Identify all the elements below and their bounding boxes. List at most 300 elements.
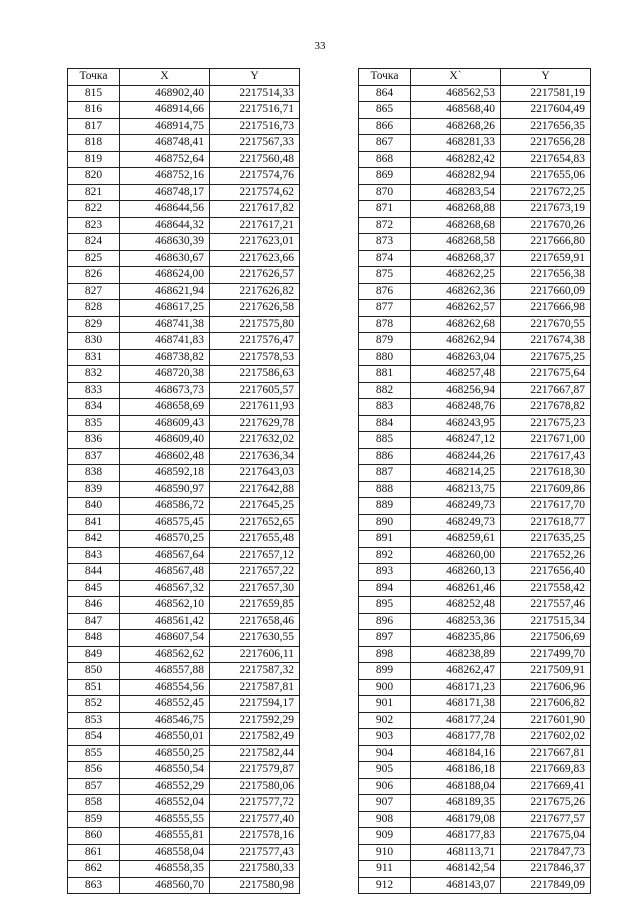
point-number-cell: 840 <box>68 498 120 515</box>
point-number-cell: 845 <box>68 580 120 597</box>
point-number-cell: 825 <box>68 250 120 267</box>
point-number-cell: 848 <box>68 630 120 647</box>
y-coordinate-cell: 2217657,22 <box>210 564 300 581</box>
y-coordinate-cell: 2217516,71 <box>210 102 300 119</box>
table-row <box>68 597 300 614</box>
point-number-cell: 837 <box>68 448 120 465</box>
y-coordinate-cell: 2217580,98 <box>210 877 300 894</box>
table-row <box>68 382 300 399</box>
point-number-cell: 902 <box>359 712 411 729</box>
point-number-cell: 852 <box>68 696 120 713</box>
y-coordinate-cell: 2217675,64 <box>501 366 591 383</box>
point-number-cell: 856 <box>68 762 120 779</box>
point-number-cell: 893 <box>359 564 411 581</box>
point-number-cell: 823 <box>68 217 120 234</box>
y-coordinate-cell: 2217618,77 <box>501 514 591 531</box>
y-coordinate-cell: 2217636,34 <box>210 448 300 465</box>
y-coordinate-cell: 2217581,19 <box>501 85 591 102</box>
y-coordinate-cell: 2217655,48 <box>210 531 300 548</box>
table-row <box>68 267 300 284</box>
y-coordinate-cell: 2217514,33 <box>210 85 300 102</box>
x-coordinate-cell: 468262,68 <box>411 316 501 333</box>
y-coordinate-cell: 2217659,85 <box>210 597 300 614</box>
x-coordinate-cell: 468177,78 <box>411 729 501 746</box>
y-coordinate-cell: 2217667,81 <box>501 745 591 762</box>
table-row <box>359 168 591 185</box>
point-number-cell: 866 <box>359 118 411 135</box>
x-coordinate-cell: 468268,68 <box>411 217 501 234</box>
y-coordinate-cell: 2217847,73 <box>501 844 591 861</box>
table-row <box>359 399 591 416</box>
table-row <box>68 135 300 152</box>
x-coordinate-cell: 468213,75 <box>411 481 501 498</box>
point-number-cell: 901 <box>359 696 411 713</box>
x-coordinate-cell: 468567,48 <box>120 564 210 581</box>
x-coordinate-cell: 468282,94 <box>411 168 501 185</box>
table-row <box>68 877 300 894</box>
y-coordinate-cell: 2217626,57 <box>210 267 300 284</box>
table-row <box>359 184 591 201</box>
y-coordinate-cell: 2217560,48 <box>210 151 300 168</box>
point-number-cell: 816 <box>68 102 120 119</box>
x-coordinate-cell: 468262,25 <box>411 267 501 284</box>
column-header-x: X` <box>411 69 501 86</box>
x-coordinate-cell: 468281,33 <box>411 135 501 152</box>
table-body-right <box>359 85 591 894</box>
y-coordinate-cell: 2217577,43 <box>210 844 300 861</box>
point-number-cell: 868 <box>359 151 411 168</box>
table-row <box>68 663 300 680</box>
y-coordinate-cell: 2217643,03 <box>210 465 300 482</box>
y-coordinate-cell: 2217606,96 <box>501 679 591 696</box>
table-row <box>359 679 591 696</box>
point-number-cell: 878 <box>359 316 411 333</box>
point-number-cell: 860 <box>68 828 120 845</box>
x-coordinate-cell: 468268,88 <box>411 201 501 218</box>
point-number-cell: 872 <box>359 217 411 234</box>
table-row <box>68 498 300 515</box>
x-coordinate-cell: 468262,47 <box>411 663 501 680</box>
table-row <box>359 877 591 894</box>
table-row <box>359 646 591 663</box>
y-coordinate-cell: 2217577,40 <box>210 811 300 828</box>
y-coordinate-cell: 2217558,42 <box>501 580 591 597</box>
y-coordinate-cell: 2217516,73 <box>210 118 300 135</box>
y-coordinate-cell: 2217578,53 <box>210 349 300 366</box>
y-coordinate-cell: 2217578,16 <box>210 828 300 845</box>
table-row <box>68 778 300 795</box>
point-number-cell: 909 <box>359 828 411 845</box>
x-coordinate-cell: 468249,73 <box>411 498 501 515</box>
x-coordinate-cell: 468268,37 <box>411 250 501 267</box>
y-coordinate-cell: 2217652,26 <box>501 547 591 564</box>
y-coordinate-cell: 2217602,02 <box>501 729 591 746</box>
x-coordinate-cell: 468214,25 <box>411 465 501 482</box>
x-coordinate-cell: 468555,81 <box>120 828 210 845</box>
table-row <box>68 531 300 548</box>
x-coordinate-cell: 468570,25 <box>120 531 210 548</box>
table-row <box>68 844 300 861</box>
y-coordinate-cell: 2217576,47 <box>210 333 300 350</box>
y-coordinate-cell: 2217626,82 <box>210 283 300 300</box>
x-coordinate-cell: 468561,42 <box>120 613 210 630</box>
table-row <box>359 349 591 366</box>
x-coordinate-cell: 468562,62 <box>120 646 210 663</box>
column-header-point: Точка <box>68 69 120 86</box>
table-row <box>68 630 300 647</box>
point-number-cell: 880 <box>359 349 411 366</box>
y-coordinate-cell: 2217674,38 <box>501 333 591 350</box>
x-coordinate-cell: 468552,04 <box>120 795 210 812</box>
x-coordinate-cell: 468609,40 <box>120 432 210 449</box>
y-coordinate-cell: 2217672,25 <box>501 184 591 201</box>
point-number-cell: 817 <box>68 118 120 135</box>
y-coordinate-cell: 2217678,82 <box>501 399 591 416</box>
point-number-cell: 865 <box>359 102 411 119</box>
x-coordinate-cell: 468741,38 <box>120 316 210 333</box>
column-header-x: X <box>120 69 210 86</box>
coordinates-table-right <box>358 68 591 894</box>
point-number-cell: 833 <box>68 382 120 399</box>
point-number-cell: 849 <box>68 646 120 663</box>
point-number-cell: 828 <box>68 300 120 317</box>
y-coordinate-cell: 2217652,65 <box>210 514 300 531</box>
y-coordinate-cell: 2217670,26 <box>501 217 591 234</box>
table-row <box>359 564 591 581</box>
y-coordinate-cell: 2217509,91 <box>501 663 591 680</box>
point-number-cell: 829 <box>68 316 120 333</box>
x-coordinate-cell: 468586,72 <box>120 498 210 515</box>
point-number-cell: 839 <box>68 481 120 498</box>
y-coordinate-cell: 2217601,90 <box>501 712 591 729</box>
column-header-y: Y <box>501 69 591 86</box>
y-coordinate-cell: 2217660,09 <box>501 283 591 300</box>
x-coordinate-cell: 468550,01 <box>120 729 210 746</box>
y-coordinate-cell: 2217609,86 <box>501 481 591 498</box>
x-coordinate-cell: 468260,13 <box>411 564 501 581</box>
x-coordinate-cell: 468738,82 <box>120 349 210 366</box>
table-row <box>68 795 300 812</box>
y-coordinate-cell: 2217670,55 <box>501 316 591 333</box>
point-number-cell: 821 <box>68 184 120 201</box>
table-row <box>359 151 591 168</box>
table-row <box>68 646 300 663</box>
y-coordinate-cell: 2217580,06 <box>210 778 300 795</box>
point-number-cell: 890 <box>359 514 411 531</box>
point-number-cell: 846 <box>68 597 120 614</box>
y-coordinate-cell: 2217623,66 <box>210 250 300 267</box>
table-header-row <box>68 69 300 86</box>
y-coordinate-cell: 2217642,88 <box>210 481 300 498</box>
y-coordinate-cell: 2217669,41 <box>501 778 591 795</box>
point-number-cell: 897 <box>359 630 411 647</box>
y-coordinate-cell: 2217604,49 <box>501 102 591 119</box>
x-coordinate-cell: 468590,97 <box>120 481 210 498</box>
point-number-cell: 864 <box>359 85 411 102</box>
x-coordinate-cell: 468184,16 <box>411 745 501 762</box>
x-coordinate-cell: 468256,94 <box>411 382 501 399</box>
y-coordinate-cell: 2217557,46 <box>501 597 591 614</box>
x-coordinate-cell: 468630,67 <box>120 250 210 267</box>
x-coordinate-cell: 468235,86 <box>411 630 501 647</box>
x-coordinate-cell: 468630,39 <box>120 234 210 251</box>
x-coordinate-cell: 468268,26 <box>411 118 501 135</box>
point-number-cell: 908 <box>359 811 411 828</box>
column-header-y: Y <box>210 69 300 86</box>
y-coordinate-cell: 2217594,17 <box>210 696 300 713</box>
point-number-cell: 824 <box>68 234 120 251</box>
x-coordinate-cell: 468260,00 <box>411 547 501 564</box>
point-number-cell: 883 <box>359 399 411 416</box>
table-row <box>359 712 591 729</box>
y-coordinate-cell: 2217515,34 <box>501 613 591 630</box>
table-row <box>359 234 591 251</box>
point-number-cell: 835 <box>68 415 120 432</box>
point-number-cell: 842 <box>68 531 120 548</box>
x-coordinate-cell: 468673,73 <box>120 382 210 399</box>
y-coordinate-cell: 2217582,44 <box>210 745 300 762</box>
x-coordinate-cell: 468607,54 <box>120 630 210 647</box>
y-coordinate-cell: 2217574,76 <box>210 168 300 185</box>
y-coordinate-cell: 2217567,33 <box>210 135 300 152</box>
point-number-cell: 894 <box>359 580 411 597</box>
point-number-cell: 912 <box>359 877 411 894</box>
y-coordinate-cell: 2217499,70 <box>501 646 591 663</box>
point-number-cell: 896 <box>359 613 411 630</box>
y-coordinate-cell: 2217626,58 <box>210 300 300 317</box>
table-row <box>359 547 591 564</box>
table-row <box>68 712 300 729</box>
x-coordinate-cell: 468617,25 <box>120 300 210 317</box>
table-row <box>359 267 591 284</box>
x-coordinate-cell: 468552,29 <box>120 778 210 795</box>
y-coordinate-cell: 2217656,35 <box>501 118 591 135</box>
table-row <box>359 498 591 515</box>
y-coordinate-cell: 2217506,69 <box>501 630 591 647</box>
x-coordinate-cell: 468748,41 <box>120 135 210 152</box>
table-row <box>68 217 300 234</box>
point-number-cell: 911 <box>359 861 411 878</box>
point-number-cell: 870 <box>359 184 411 201</box>
x-coordinate-cell: 468552,45 <box>120 696 210 713</box>
x-coordinate-cell: 468263,04 <box>411 349 501 366</box>
y-coordinate-cell: 2217645,25 <box>210 498 300 515</box>
y-coordinate-cell: 2217675,23 <box>501 415 591 432</box>
point-number-cell: 879 <box>359 333 411 350</box>
x-coordinate-cell: 468568,40 <box>411 102 501 119</box>
table-row <box>359 366 591 383</box>
x-coordinate-cell: 468189,35 <box>411 795 501 812</box>
y-coordinate-cell: 2217677,57 <box>501 811 591 828</box>
x-coordinate-cell: 468259,61 <box>411 531 501 548</box>
table-row <box>359 102 591 119</box>
x-coordinate-cell: 468261,46 <box>411 580 501 597</box>
coordinates-table-left <box>67 68 300 894</box>
y-coordinate-cell: 2217657,30 <box>210 580 300 597</box>
x-coordinate-cell: 468624,00 <box>120 267 210 284</box>
y-coordinate-cell: 2217587,32 <box>210 663 300 680</box>
point-number-cell: 830 <box>68 333 120 350</box>
point-number-cell: 850 <box>68 663 120 680</box>
y-coordinate-cell: 2217606,82 <box>501 696 591 713</box>
x-coordinate-cell: 468249,73 <box>411 514 501 531</box>
y-coordinate-cell: 2217611,93 <box>210 399 300 416</box>
table-row <box>359 481 591 498</box>
y-coordinate-cell: 2217656,28 <box>501 135 591 152</box>
y-coordinate-cell: 2217577,72 <box>210 795 300 812</box>
table-row <box>68 118 300 135</box>
table-row <box>359 762 591 779</box>
table-row <box>68 283 300 300</box>
point-number-cell: 900 <box>359 679 411 696</box>
table-row <box>359 432 591 449</box>
table-row <box>68 729 300 746</box>
point-number-cell: 862 <box>68 861 120 878</box>
x-coordinate-cell: 468186,18 <box>411 762 501 779</box>
y-coordinate-cell: 2217669,83 <box>501 762 591 779</box>
x-coordinate-cell: 468914,66 <box>120 102 210 119</box>
y-coordinate-cell: 2217667,87 <box>501 382 591 399</box>
y-coordinate-cell: 2217580,33 <box>210 861 300 878</box>
table-row <box>359 217 591 234</box>
y-coordinate-cell: 2217582,49 <box>210 729 300 746</box>
table-row <box>359 531 591 548</box>
table-row <box>68 399 300 416</box>
x-coordinate-cell: 468558,04 <box>120 844 210 861</box>
x-coordinate-cell: 468560,70 <box>120 877 210 894</box>
point-number-cell: 827 <box>68 283 120 300</box>
x-coordinate-cell: 468171,38 <box>411 696 501 713</box>
table-row <box>68 432 300 449</box>
point-number-cell: 882 <box>359 382 411 399</box>
y-coordinate-cell: 2217666,98 <box>501 300 591 317</box>
table-row <box>68 333 300 350</box>
point-number-cell: 859 <box>68 811 120 828</box>
table-header-row <box>359 69 591 86</box>
point-number-cell: 819 <box>68 151 120 168</box>
x-coordinate-cell: 468602,48 <box>120 448 210 465</box>
x-coordinate-cell: 468592,18 <box>120 465 210 482</box>
x-coordinate-cell: 468171,23 <box>411 679 501 696</box>
table-row <box>68 250 300 267</box>
x-coordinate-cell: 468609,43 <box>120 415 210 432</box>
x-coordinate-cell: 468557,88 <box>120 663 210 680</box>
x-coordinate-cell: 468621,94 <box>120 283 210 300</box>
x-coordinate-cell: 468262,57 <box>411 300 501 317</box>
point-number-cell: 906 <box>359 778 411 795</box>
table-row <box>359 465 591 482</box>
page-number: 33 <box>314 40 326 52</box>
point-number-cell: 877 <box>359 300 411 317</box>
x-coordinate-cell: 468550,54 <box>120 762 210 779</box>
y-coordinate-cell: 2217666,80 <box>501 234 591 251</box>
y-coordinate-cell: 2217605,57 <box>210 382 300 399</box>
table-row <box>359 844 591 861</box>
y-coordinate-cell: 2217632,02 <box>210 432 300 449</box>
point-number-cell: 853 <box>68 712 120 729</box>
table-row <box>359 597 591 614</box>
x-coordinate-cell: 468262,94 <box>411 333 501 350</box>
point-number-cell: 905 <box>359 762 411 779</box>
y-coordinate-cell: 2217846,37 <box>501 861 591 878</box>
column-header-point: Точка <box>359 69 411 86</box>
point-number-cell: 843 <box>68 547 120 564</box>
table-row <box>68 861 300 878</box>
table-row <box>359 118 591 135</box>
y-coordinate-cell: 2217849,09 <box>501 877 591 894</box>
table-row <box>359 135 591 152</box>
table-row <box>359 580 591 597</box>
point-number-cell: 841 <box>68 514 120 531</box>
table-row <box>359 745 591 762</box>
x-coordinate-cell: 468142,54 <box>411 861 501 878</box>
table-row <box>359 201 591 218</box>
table-row <box>68 168 300 185</box>
y-coordinate-cell: 2217655,06 <box>501 168 591 185</box>
table-row <box>359 415 591 432</box>
point-number-cell: 847 <box>68 613 120 630</box>
table-row <box>359 663 591 680</box>
table-row <box>68 745 300 762</box>
point-number-cell: 861 <box>68 844 120 861</box>
table-row <box>68 366 300 383</box>
point-number-cell: 886 <box>359 448 411 465</box>
x-coordinate-cell: 468902,40 <box>120 85 210 102</box>
x-coordinate-cell: 468562,53 <box>411 85 501 102</box>
x-coordinate-cell: 468644,32 <box>120 217 210 234</box>
table-row <box>359 316 591 333</box>
x-coordinate-cell: 468282,42 <box>411 151 501 168</box>
table-row <box>68 102 300 119</box>
table-row <box>68 234 300 251</box>
y-coordinate-cell: 2217575,80 <box>210 316 300 333</box>
table-row <box>68 547 300 564</box>
point-number-cell: 876 <box>359 283 411 300</box>
point-number-cell: 867 <box>359 135 411 152</box>
x-coordinate-cell: 468558,35 <box>120 861 210 878</box>
point-number-cell: 844 <box>68 564 120 581</box>
table-row <box>359 300 591 317</box>
point-number-cell: 838 <box>68 465 120 482</box>
x-coordinate-cell: 468113,71 <box>411 844 501 861</box>
y-coordinate-cell: 2217574,62 <box>210 184 300 201</box>
table-row <box>68 201 300 218</box>
x-coordinate-cell: 468720,38 <box>120 366 210 383</box>
table-row <box>359 514 591 531</box>
point-number-cell: 871 <box>359 201 411 218</box>
y-coordinate-cell: 2217617,21 <box>210 217 300 234</box>
point-number-cell: 832 <box>68 366 120 383</box>
point-number-cell: 826 <box>68 267 120 284</box>
y-coordinate-cell: 2217656,40 <box>501 564 591 581</box>
table-row <box>359 85 591 102</box>
x-coordinate-cell: 468752,16 <box>120 168 210 185</box>
table-row <box>68 415 300 432</box>
y-coordinate-cell: 2217617,82 <box>210 201 300 218</box>
x-coordinate-cell: 468914,75 <box>120 118 210 135</box>
x-coordinate-cell: 468268,58 <box>411 234 501 251</box>
point-number-cell: 858 <box>68 795 120 812</box>
table-row <box>359 613 591 630</box>
x-coordinate-cell: 468179,08 <box>411 811 501 828</box>
point-number-cell: 903 <box>359 729 411 746</box>
x-coordinate-cell: 468752,64 <box>120 151 210 168</box>
y-coordinate-cell: 2217657,12 <box>210 547 300 564</box>
point-number-cell: 907 <box>359 795 411 812</box>
x-coordinate-cell: 468550,25 <box>120 745 210 762</box>
x-coordinate-cell: 468252,48 <box>411 597 501 614</box>
table-row <box>359 250 591 267</box>
